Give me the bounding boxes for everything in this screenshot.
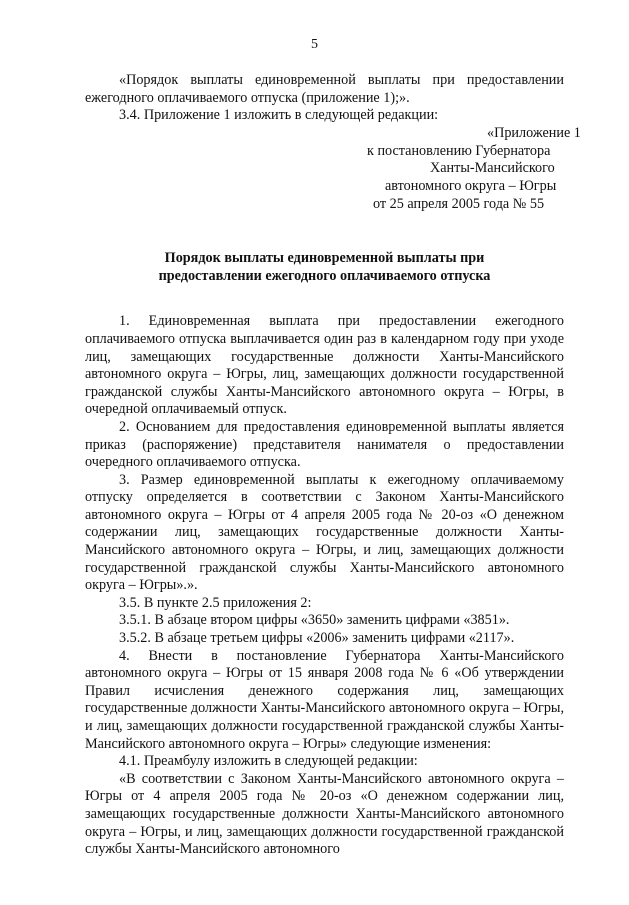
- paragraph-3-5-2: 3.5.2. В абзаце третьем цифры «2006» заменить цифрами «2117».: [119, 630, 515, 647]
- paragraph-1: 1. Единовременная выплата при предоставлении ежегодного оплачиваемого отпуска выплачивается один раз в календарном году при уходе лиц, замещающих государственные должности Ханты-Мансийского автономного округа – Югры, лиц, замещающих должности государственной гражданской службы Ханты-Мансийского автономного округа – Югры, в очередной оплачиваемый отпуск.: [85, 313, 564, 418]
- heading-line-2: предоставлении ежегодного оплачиваемого отпуска: [158, 267, 491, 284]
- paragraph-4-1: 4.1. Преамбулу изложить в следующей редакции:: [119, 753, 418, 770]
- appendix-line-1: «Приложение 1: [487, 124, 581, 141]
- appendix-line-2: к постановлению Губернатора: [367, 142, 551, 159]
- page-number: 5: [311, 37, 318, 52]
- appendix-line-4: автономного округа – Югры: [385, 178, 557, 195]
- paragraph-top-1: «Порядок выплаты единовременной выплаты при предоставлении ежегодного оплачиваемого отпуска (приложение 1);».: [85, 72, 564, 106]
- paragraph-3-5: 3.5. В пункте 2.5 приложения 2:: [119, 594, 312, 611]
- heading-line-1: Порядок выплаты единовременной выплаты при: [164, 249, 485, 266]
- appendix-header: [85, 124, 581, 214]
- paragraph-top-2: 3.4. Приложение 1 изложить в следующей редакции:: [119, 107, 439, 124]
- paragraph-3: 3. Размер единовременной выплаты к ежегодному оплачиваемому отпуску определяется в соответствии с Законом Ханты-Мансийского автономного округа – Югры от 4 апреля 2005 года № 20-оз «О денежном содержании лиц, замещающих государственные должности Ханты-Мансийского автономного округа – Югры, и лиц, замещающих должности государственной гражданской службы Ханты-Мансийского автономного округа – Югры».».: [85, 471, 564, 594]
- document-body: [85, 72, 581, 859]
- section-heading: [85, 250, 564, 286]
- paragraph-4: 4. Внести в постановление Губернатора Ханты-Мансийского автономного округа – Югры от 15 января 2008 года № 6 «Об утверждении Правил исчисления денежного содержания лиц, замещающих государственные должности Ханты-Мансийского автономного округа – Югры, и лиц, замещающих должности государственной гражданской службы Ханты-Мансийского автономного округа – Югры» следующие изменения:: [85, 647, 564, 752]
- paragraph-2: 2. Основанием для предоставления единовременной выплаты является приказ (распоряжение) представителя нанимателя о предоставлении очередного оплачиваемого отпуска.: [85, 418, 564, 471]
- paragraph-preamble: «В соответствии с Законом Ханты-Мансийского автономного округа – Югры от 4 апреля 2005 года № 20-оз «О денежном содержании лиц, замещающих государственные должности Ханты-Мансийского автономного округа – Югры, и лиц, замещающих должности государственной гражданской службы Ханты-Мансийского автономного: [85, 770, 564, 858]
- appendix-line-5: от 25 апреля 2005 года № 55: [373, 195, 545, 212]
- appendix-line-3: Ханты-Мансийского: [430, 160, 555, 177]
- paragraph-3-5-1: 3.5.1. В абзаце втором цифры «3650» заменить цифрами «3851».: [119, 612, 510, 629]
